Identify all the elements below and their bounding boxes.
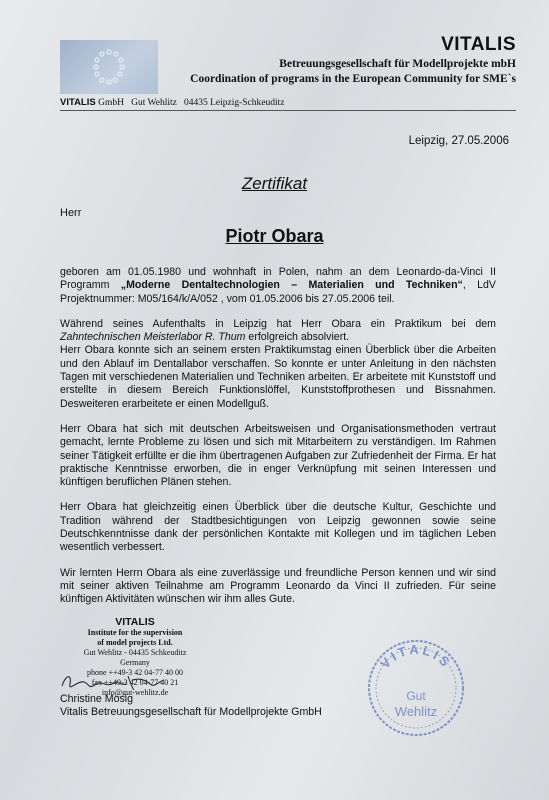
stamp-brand: VITALIS [115, 616, 155, 628]
lab-name: Zahntechnischen Meisterlabor R. Thum [60, 331, 246, 344]
paragraph-culture: Herr Obara hat gleichzeitig einen Überblick über die deutsche Kultur, Geschichte und Tradition während der Stadtbesichtigungen von Leipzig gewonnen sowie seine Deutschkenntnisse dank der persönlichen Kontakte mit Kollegen und im täglichen Leben wesentlich verbessert. [60, 501, 496, 554]
signer-name: Christine Mosig [60, 693, 134, 705]
round-stamp-line2: Wehlitz [394, 704, 438, 719]
paragraph-closing: Wir lernten Herrn Obara als eine zuverlässige und freundliche Person kennen und wir sind mit seiner aktiven Teilnahme am Programm Leonardo da Vinci II zufrieden. Für seine künftigen Aktivitäten wünschen wir ihm alles Gute. [60, 566, 496, 606]
para1-text-end: , LdV Projektnummer: M05/164/k/A/052 , vom 01.05.2006 bis 27.05.2006 teil. [60, 279, 496, 305]
recipient-name: Piotr Obara [225, 226, 324, 246]
para2-details: Herr Obara konnte sich an seinem ersten Praktikumstag einen Überblick über die Arbeiten und den Ablauf im Dentallabor verschaffen. So konnte er unter Anleitung in den nächsten Tagen mit verschiedenen Materialien und Techniken arbeiten. Er arbeitete mit Kunststoff und erstellte in diesem Bereich Funktionslöffel, Kunststoffprothesen und Bissnahmen. Desweiteren erarbeitete er einen Modellguß. [60, 344, 496, 410]
program-name: „Moderne Dentaltechnologien – Materialien und Techniken“ [120, 279, 463, 292]
stamp-email: info@gut-wehlitz.de [101, 688, 169, 697]
stamp-phone: phone ++49-3 42 04-77 40 00 [87, 668, 183, 677]
document-date: Leipzig, 27.05.2006 [408, 135, 509, 147]
stamp-address: Gut Wehlitz - 04435 Schkeuditz [83, 648, 187, 657]
signer-organization: Vitalis Betreuungsgesellschaft für Modellprojekte GmbH [60, 706, 322, 718]
paragraph-internship [60, 318, 496, 411]
eu-flag-logo [60, 40, 158, 94]
stamp-line2: of model projects Ltd. [97, 638, 173, 647]
stamp-line1: Institute for the supervision [87, 628, 183, 637]
header-company-name: Betreuungsgesellschaft für Modellprojekte mbH [279, 58, 516, 70]
salutation: Herr [60, 207, 82, 219]
certificate-title: Zertifikat [241, 174, 308, 193]
para2-text-end: erfolgreich absolviert. [245, 331, 350, 344]
header-tagline: Coordination of programs in the European Community for SME`s [190, 73, 516, 85]
round-stamp-top-text: VITALIS [377, 641, 455, 672]
stamp-fax: fax ++49-3 42 04-77 40 21 [91, 678, 179, 687]
header-address [60, 97, 284, 108]
para2-text-start: Während seines Aufenthalts in Leipzig hat Herr Obara ein Praktikum bei dem [60, 317, 496, 330]
paragraph-participation [60, 266, 496, 306]
address-text: GmbH Gut Wehlitz 04435 Leipzig-Schkeuditz [98, 98, 285, 108]
para1-text-start: geboren am 01.05.1980 und wohnhaft in Polen, nahm an dem Leonardo-da-Vinci II Programm [60, 266, 496, 292]
paragraph-skills: Herr Obara hat sich mit deutschen Arbeitsweisen und Organisationsmethoden vertraut gemacht, lernte Probleme zu lösen und sich mit Mitarbeitern zu verständigen. Im Rahmen seiner Tätigkeit erfüllte er die ihm übertragenen Aufgaben zur Zufriedenheit der Firma. Er hat praktische Kenntnisse erworben, die in enger Verknüpfung mit seinen Interessen und künftigen beruflichen Plänen stehen. [60, 422, 496, 489]
header-divider [60, 110, 516, 111]
handwritten-signature [58, 668, 168, 696]
stamp-country: Germany [120, 658, 150, 667]
svg-text:VITALIS [377, 642, 455, 672]
signer-block [60, 693, 322, 719]
round-company-stamp [366, 638, 466, 738]
certificate-body [60, 266, 496, 619]
address-brand: VITALIS [60, 97, 96, 108]
header-brand: VITALIS [441, 34, 516, 55]
round-stamp-line1: Gut [406, 689, 426, 703]
